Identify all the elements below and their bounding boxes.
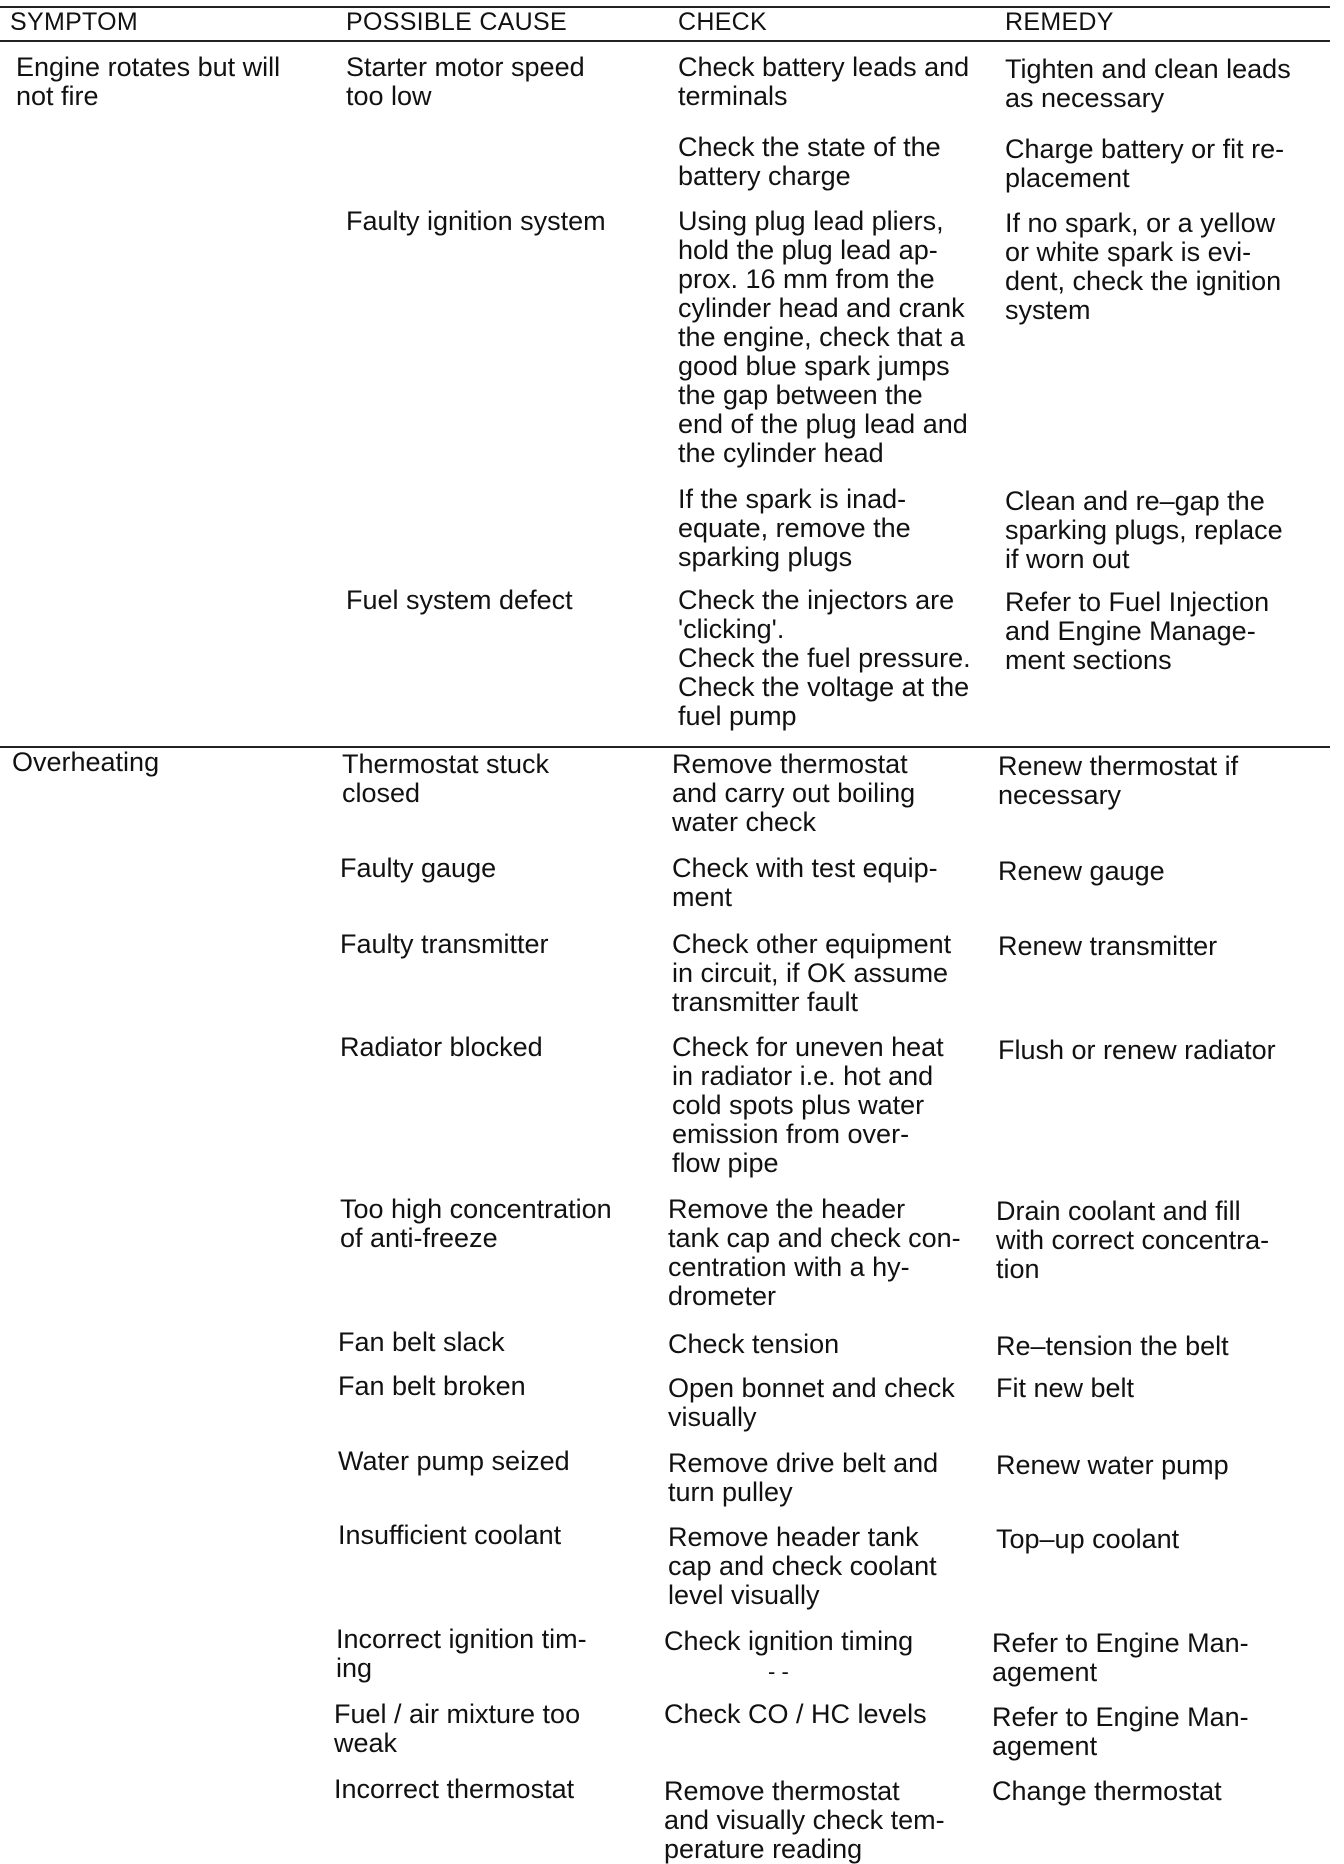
cell-cause: Fuel / air mixture too weak bbox=[334, 1699, 581, 1758]
cell-cause: Radiator blocked bbox=[340, 1032, 543, 1062]
cell-check: Check CO / HC levels bbox=[664, 1699, 927, 1729]
cell-check: Remove thermostat and visually check tem- perature reading bbox=[664, 1776, 945, 1864]
header-possible-cause: POSSIBLE CAUSE bbox=[346, 8, 567, 36]
cell-check: Check the state of the battery charge bbox=[678, 132, 941, 191]
cell-remedy: Clean and re–gap the sparking plugs, replace if worn out bbox=[1005, 486, 1283, 574]
cell-check: Remove drive belt and turn pulley bbox=[668, 1448, 939, 1507]
cell-remedy: Refer to Engine Man- agement bbox=[992, 1702, 1249, 1761]
cell-check: Check battery leads and terminals bbox=[678, 52, 970, 111]
cell-remedy: If no spark, or a yellow or white spark is evi- dent, check the ignition system bbox=[1005, 208, 1282, 325]
cell-check: Check tension bbox=[668, 1329, 840, 1359]
top-rule bbox=[0, 6, 1330, 8]
cell-symptom: Engine rotates but will not fire bbox=[16, 52, 281, 111]
cell-cause: Water pump seized bbox=[338, 1446, 570, 1476]
header-rule bbox=[0, 40, 1330, 42]
cell-check: Remove thermostat and carry out boiling water check bbox=[672, 749, 916, 837]
cell-cause: Starter motor speed too low bbox=[346, 52, 585, 111]
cell-cause: Insufficient coolant bbox=[338, 1520, 562, 1550]
cell-cause: Fan belt broken bbox=[338, 1371, 526, 1401]
cell-check: Using plug lead pliers, hold the plug lead ap- prox. 16 mm from the cylinder head and crank the engine, check that a good blue spark jumps the gap between the end of the plug lead and the cylinder head bbox=[678, 206, 968, 468]
header-remedy: REMEDY bbox=[1005, 8, 1114, 36]
cell-check: Check with test equip- ment bbox=[672, 853, 938, 912]
cell-check: If the spark is inad- equate, remove the sparking plugs bbox=[678, 484, 911, 572]
cell-cause: Faulty ignition system bbox=[346, 206, 606, 236]
stray-marks: - - bbox=[768, 1659, 789, 1684]
cell-check: Open bonnet and check visually bbox=[668, 1373, 955, 1432]
cell-remedy: Charge battery or fit re- placement bbox=[1005, 134, 1285, 193]
cell-check: Remove the header tank cap and check con- centration with a hy- drometer bbox=[668, 1194, 961, 1311]
cell-remedy: Tighten and clean leads as necessary bbox=[1005, 54, 1291, 113]
cell-cause: Fuel system defect bbox=[346, 585, 573, 615]
cell-remedy: Refer to Fuel Injection and Engine Manage- ment sections bbox=[1005, 587, 1270, 675]
cell-check: Check for uneven heat in radiator i.e. hot and cold spots plus water emission from over- flow pipe bbox=[672, 1032, 944, 1178]
header-symptom: SYMPTOM bbox=[10, 8, 139, 36]
cell-remedy: Change thermostat bbox=[992, 1776, 1222, 1806]
cell-cause: Fan belt slack bbox=[338, 1327, 505, 1357]
cell-remedy: Fit new belt bbox=[996, 1373, 1135, 1403]
cell-cause: Thermostat stuck closed bbox=[342, 749, 550, 808]
cell-check: Check ignition timing bbox=[664, 1626, 914, 1656]
cell-remedy: Renew gauge bbox=[998, 856, 1165, 886]
cell-remedy: Renew thermostat if necessary bbox=[998, 751, 1239, 810]
cell-cause: Incorrect ignition tim- ing bbox=[336, 1624, 587, 1683]
cell-remedy: Re–tension the belt bbox=[996, 1331, 1229, 1361]
cell-cause: Faulty transmitter bbox=[340, 929, 549, 959]
cell-symptom: Overheating bbox=[12, 747, 160, 777]
cell-check: Remove header tank cap and check coolant level visually bbox=[668, 1522, 937, 1610]
cell-remedy: Renew water pump bbox=[996, 1450, 1229, 1480]
cell-remedy: Drain coolant and fill with correct concentra- tion bbox=[996, 1196, 1270, 1284]
header-check: CHECK bbox=[678, 8, 768, 36]
cell-cause: Too high concentration of anti-freeze bbox=[340, 1194, 612, 1253]
cell-remedy: Top–up coolant bbox=[996, 1524, 1180, 1554]
cell-check: Check other equipment in circuit, if OK assume transmitter fault bbox=[672, 929, 952, 1017]
cell-remedy: Refer to Engine Man- agement bbox=[992, 1628, 1249, 1687]
cell-cause: Faulty gauge bbox=[340, 853, 497, 883]
cell-cause: Incorrect thermostat bbox=[334, 1774, 575, 1804]
cell-remedy: Flush or renew radiator bbox=[998, 1035, 1276, 1065]
cell-remedy: Renew transmitter bbox=[998, 931, 1218, 961]
cell-check: Check the injectors are 'clicking'. Check the fuel pressure. Check the voltage at the fuel pump bbox=[678, 585, 971, 731]
